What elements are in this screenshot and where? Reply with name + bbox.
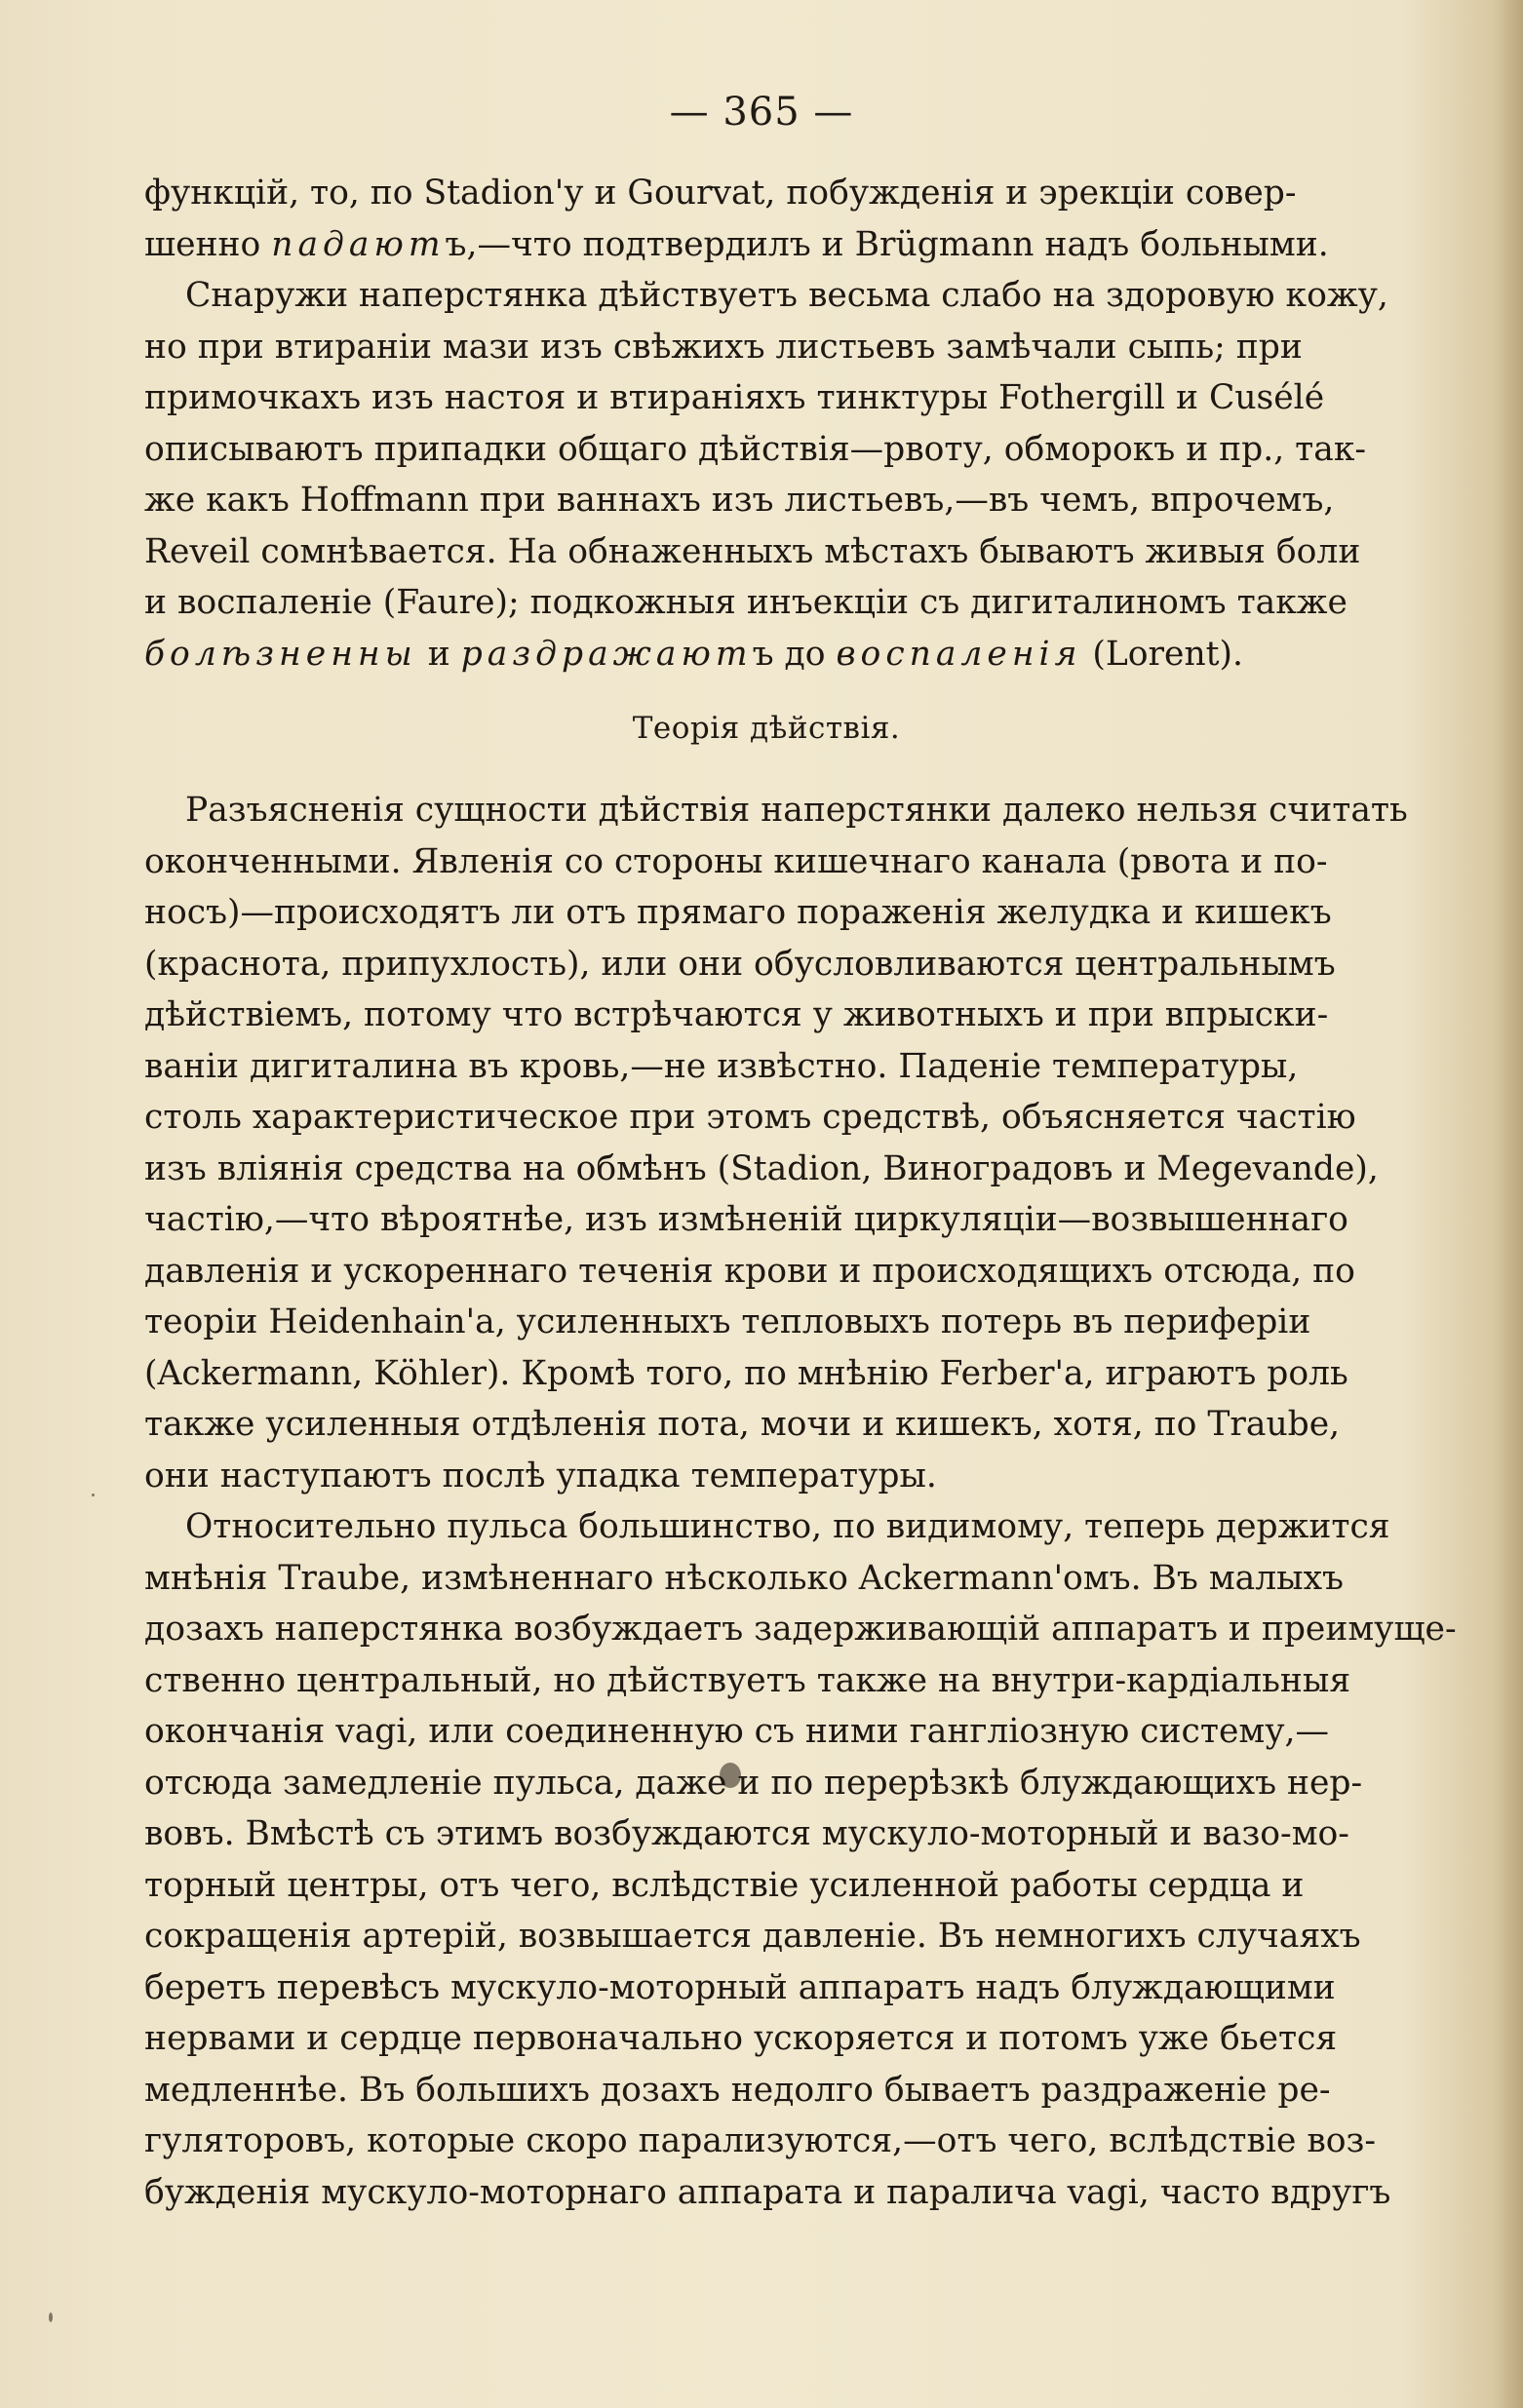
text-line: беретъ перевѣсъ мускуло-моторный аппаратъ надъ блуждающими xyxy=(144,1967,1336,2007)
paragraphs-after-heading xyxy=(144,785,1457,2218)
paragraph-p2 xyxy=(144,270,1388,680)
text-line: Разъясненія сущности дѣйствія наперстянки далеко нельзя считать xyxy=(185,791,1408,830)
emphasized-word: воспаленія xyxy=(836,634,1082,674)
text-line: торный центры, отъ чего, вслѣдствіе усиленной работы сердца и xyxy=(144,1865,1305,1905)
text-line: давленія и ускореннаго теченія крови и происходящихъ отсюда, по xyxy=(144,1251,1355,1291)
text-line: столь характеристическое при этомъ средствѣ, объясняется частію xyxy=(144,1098,1356,1137)
text-line: мнѣнія Traube, измѣненнаго нѣсколько Ackermann'омъ. Въ малыхъ xyxy=(144,1558,1345,1598)
text-line: (краснота, припухлость), или они обусловливаются центральнымъ xyxy=(144,944,1336,984)
text-line: изъ вліянія средства на обмѣнъ (Stadion, Виноградовъ и Megevande), xyxy=(144,1148,1379,1188)
text-line: шенно падаютъ,—что подтвердилъ и Brügmann надъ больными. xyxy=(144,224,1329,264)
text-line: вовъ. Вмѣстѣ съ этимъ возбуждаются мускуло-моторный и вазо-мо- xyxy=(144,1814,1349,1853)
text-line: частію,—что вѣроятнѣе, изъ измѣненій циркуляціи—возвышеннаго xyxy=(144,1200,1348,1239)
text-line: дозахъ наперстянка возбуждаетъ задерживающій аппаратъ и преимуще- xyxy=(144,1610,1457,1649)
text-line: медленнѣе. Въ большихъ дозахъ недолго бываетъ раздраженіе ре- xyxy=(144,2070,1331,2110)
text-line: ственно центральный, но дѣйствуетъ также на внутри-кардіальныя xyxy=(144,1660,1351,1700)
section-heading: Теорія дѣйствія. xyxy=(632,711,901,746)
text-line: они наступаютъ послѣ упадка температуры. xyxy=(144,1456,937,1495)
text-line: ваніи дигиталина въ кровь,—не извѣстно. Паденіе температуры, xyxy=(144,1046,1299,1086)
text-line: Снаружи наперстянка дѣйствуетъ весьма слабо на здоровую кожу, xyxy=(185,276,1388,315)
text-line: отсюда замедленіе пульса, даже и по перерѣзкѣ блуждающихъ нер- xyxy=(144,1763,1363,1803)
paragraphs-before-heading xyxy=(144,168,1388,680)
text-line: бужденія мускуло-моторнаго аппарата и паралича vagi, часто вдругъ xyxy=(144,2172,1391,2212)
text-line: но при втираніи мази изъ свѣжихъ листьевъ замѣчали сыпь; при xyxy=(144,327,1303,367)
text-line: описываютъ припадки общаго дѣйствія—рвоту, обморокъ и пр., так- xyxy=(144,429,1367,469)
emphasized-word: раздражают xyxy=(460,634,753,674)
text-line: гуляторовъ, которые скоро парализуются,—отъ чего, вслѣдствіе воз- xyxy=(144,2121,1376,2160)
text-line: же какъ Hoffmann при ваннахъ изъ листьевъ,—въ чемъ, впрочемъ, xyxy=(144,481,1335,520)
text-line: функцій, то, по Stadion'у и Gourvat, побужденія и эрекціи совер- xyxy=(144,174,1297,213)
body-text xyxy=(144,168,1457,2218)
text-line: болѣзненны и раздражаютъ до воспаленія (Lorent). xyxy=(144,634,1243,674)
text-line: сокращенія артерій, возвышается давленіе. Въ немногихъ случаяхъ xyxy=(144,1917,1361,1956)
text-line: оконченными. Явленія со стороны кишечнаго канала (рвота и по- xyxy=(144,841,1328,881)
text-line: (Ackermann, Köhler). Кромѣ того, по мнѣнію Ferber'а, играютъ роль xyxy=(144,1353,1348,1393)
text-line: и воспаленіе (Faure); подкожныя инъекціи съ дигиталиномъ также xyxy=(144,583,1347,622)
text-line: Относительно пульса большинство, по видимому, теперь держится xyxy=(185,1507,1390,1546)
text-line: примочкахъ изъ настоя и втираніяхъ тинктуры Fothergill и Cusélé xyxy=(144,378,1325,417)
emphasized-word: болѣзненны xyxy=(144,634,417,674)
text-line: теоріи Heidenhain'а, усиленныхъ тепловыхъ потерь въ периферіи xyxy=(144,1302,1311,1341)
page-number: — 365 — xyxy=(669,90,854,135)
text-line: носъ)—происходятъ ли отъ прямаго пораженія желудка и кишекъ xyxy=(144,893,1332,932)
text-line: дѣйствіемъ, потому что встрѣчаются у животныхъ и при впрыски- xyxy=(144,995,1329,1034)
paragraph-p4 xyxy=(144,1501,1457,2218)
ink-speck xyxy=(49,2312,53,2322)
text-line: также усиленныя отдѣленія пота, мочи и кишекъ, хотя, по Traube, xyxy=(144,1405,1341,1444)
emphasized-word: падают xyxy=(271,224,446,264)
paragraph-p3 xyxy=(144,785,1408,1501)
text-line: Reveil сомнѣвается. На обнаженныхъ мѣстахъ бываютъ живыя боли xyxy=(144,531,1361,571)
text-line: нервами и сердце первоначально ускоряется и потомъ уже бьется xyxy=(144,2019,1338,2058)
ink-speck xyxy=(92,1494,95,1496)
text-line: окончанія vagi, или соединенную съ ними гангліозную систему,— xyxy=(144,1712,1329,1751)
paragraph-p1 xyxy=(144,168,1388,270)
